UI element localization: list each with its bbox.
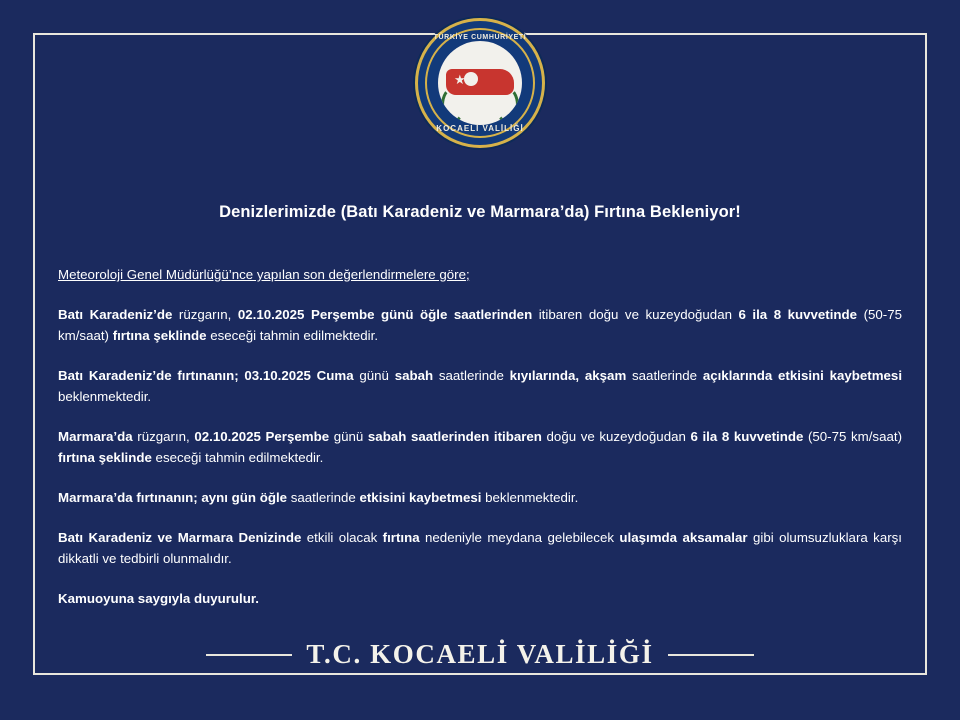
kocaeli-valiligi-seal-icon (415, 18, 545, 148)
paragraph-kapanis: Kamuoyuna saygıyla duyurulur. (58, 591, 259, 606)
body-lead: Meteoroloji Genel Müdürlüğü’nce yapılan son değerlendirmelere göre; (58, 267, 470, 282)
logo-area (0, 18, 960, 148)
wreath-right-icon (495, 87, 519, 123)
seal-text-bottom: KOCAELİ VALİLİĞİ (436, 124, 524, 133)
paragraph-bati-karadeniz-kaybetme: Batı Karadeniz’de fırtınanın; 03.10.2025 Cuma günü sabah saatlerinde kıyılarında, akşam saatlerinde açıklarında etkisini kaybetmesi beklenmektedir. (58, 368, 903, 404)
paragraph-marmara-kaybetme: Marmara’da fırtınanın; aynı gün öğle saatlerinde etkisini kaybetmesi beklenmektedir. (58, 490, 579, 505)
body-paragraphs (58, 304, 902, 609)
seal-text-top: TÜRKİYE CUMHURİYETİ (433, 34, 527, 41)
footer-rule-right (668, 654, 754, 656)
crescent-icon (464, 72, 478, 86)
page-title: Denizlerimizde (Batı Karadeniz ve Marmara’da) Fırtına Bekleniyor! (219, 203, 741, 221)
paragraph-bati-karadeniz-ruzgar: Batı Karadeniz’de rüzgarın, 02.10.2025 Perşembe günü öğle saatlerinden itibaren doğu ve kuzeydoğudan 6 ila 8 kuvvetinde (50-75 km/saat) fırtına şeklinde eseceği tahmin edilmektedir. (58, 307, 903, 343)
paragraph-marmara-ruzgar: Marmara’da rüzgarın, 02.10.2025 Perşembe günü sabah saatlerinden itibaren doğu ve kuzeydoğudan 6 ila 8 kuvvetinde (50-75 km/saat) fırtına şeklinde eseceği tahmin edilmektedir. (58, 429, 902, 465)
star-icon: ★ (454, 72, 466, 87)
footer (0, 639, 960, 670)
wreath-left-icon (441, 87, 465, 123)
footer-title: T.C. KOCAELİ VALİLİĞİ (306, 639, 654, 669)
seal-inner-disc (438, 41, 522, 125)
announcement-body (58, 264, 902, 609)
footer-rule-left (206, 654, 292, 656)
paragraph-uyari: Batı Karadeniz ve Marmara Denizinde etkili olacak fırtına nedeniyle meydana gelebilecek ulaşımda aksamalar gibi olumsuzluklara karşı dikkatli ve tedbirli olunmalıdır. (58, 530, 902, 566)
